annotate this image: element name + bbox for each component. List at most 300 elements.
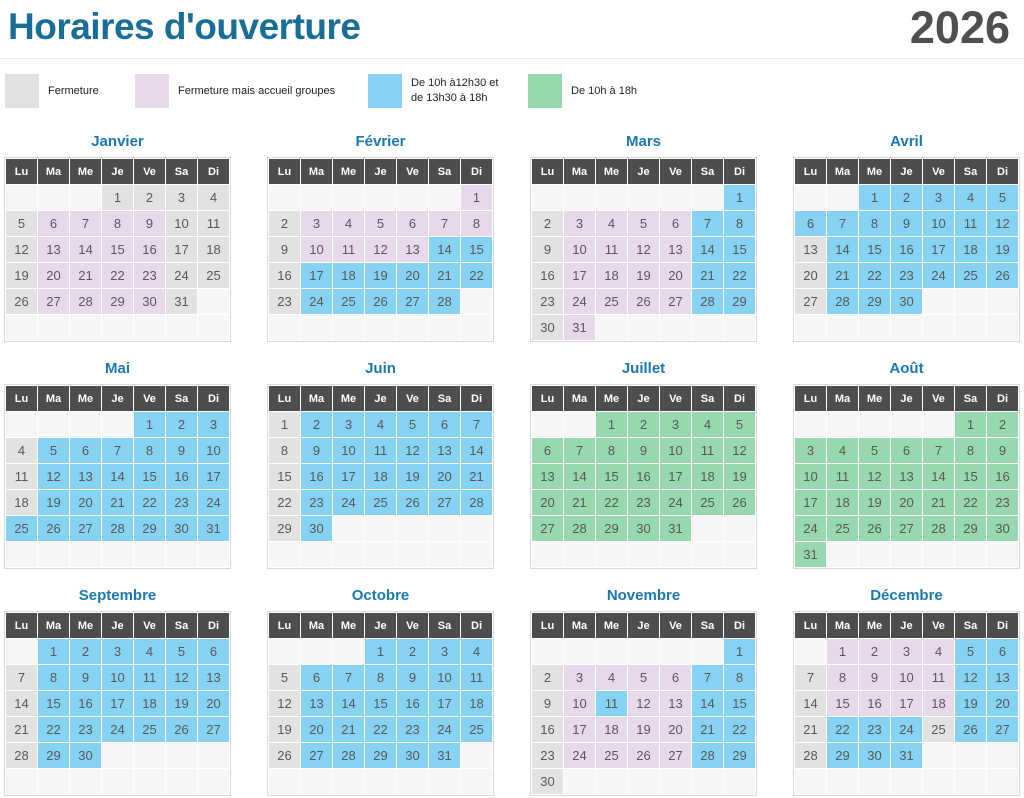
day-cell-groupes: 3	[891, 639, 922, 664]
weekday-header-row	[6, 159, 229, 184]
day-cell-continu: 14	[564, 464, 595, 489]
weekday-header: Me	[596, 613, 627, 638]
day-cell-fermeture: 2	[134, 185, 165, 210]
empty-cell	[102, 769, 133, 794]
week-row	[269, 743, 492, 768]
empty-cell	[660, 639, 691, 664]
week-row	[269, 412, 492, 437]
day-cell-coupure: 27	[397, 289, 428, 314]
day-cell-groupes: 19	[628, 717, 659, 742]
day-cell-coupure: 1	[134, 412, 165, 437]
day-cell-coupure: 24	[198, 490, 229, 515]
day-cell-coupure: 24	[891, 717, 922, 742]
day-cell-coupure: 26	[987, 263, 1018, 288]
day-cell-continu: 5	[724, 412, 755, 437]
day-cell-coupure: 17	[102, 691, 133, 716]
day-cell-fermeture: 29	[269, 516, 300, 541]
empty-cell	[269, 185, 300, 210]
day-cell-coupure: 18	[461, 691, 492, 716]
weekday-header: Ma	[564, 386, 595, 411]
empty-cell	[166, 743, 197, 768]
weekday-header: Je	[365, 159, 396, 184]
month-juin	[267, 360, 494, 569]
day-cell-groupes: 2	[859, 639, 890, 664]
legend-label: De 10h à 18h	[571, 84, 638, 97]
empty-cell	[102, 315, 133, 340]
day-cell-fermeture: 9	[269, 237, 300, 262]
day-cell-fermeture: 9	[532, 691, 563, 716]
week-row	[6, 542, 229, 567]
weekday-header: Je	[102, 159, 133, 184]
day-cell-coupure: 5	[166, 639, 197, 664]
day-cell-continu: 29	[596, 516, 627, 541]
day-cell-fermeture: 28	[795, 743, 826, 768]
empty-cell	[532, 185, 563, 210]
day-cell-continu: 27	[532, 516, 563, 541]
day-cell-coupure: 16	[891, 237, 922, 262]
day-cell-coupure: 24	[429, 717, 460, 742]
legend-label: Fermeture	[48, 84, 99, 97]
weekday-header-row	[269, 159, 492, 184]
weekday-header: Di	[987, 386, 1018, 411]
day-cell-coupure: 15	[38, 691, 69, 716]
day-cell-fermeture: 1	[102, 185, 133, 210]
weekday-header: Sa	[166, 159, 197, 184]
day-cell-coupure: 18	[955, 237, 986, 262]
empty-cell	[987, 315, 1018, 340]
empty-cell	[628, 542, 659, 567]
day-cell-coupure: 30	[397, 743, 428, 768]
day-cell-coupure: 17	[333, 464, 364, 489]
day-cell-fermeture: 31	[166, 289, 197, 314]
day-cell-coupure: 14	[333, 691, 364, 716]
weekday-header: Lu	[532, 386, 563, 411]
empty-cell	[166, 769, 197, 794]
day-cell-coupure: 3	[102, 639, 133, 664]
day-cell-groupes: 8	[102, 211, 133, 236]
empty-cell	[564, 639, 595, 664]
empty-cell	[987, 289, 1018, 314]
day-cell-coupure: 14	[692, 237, 723, 262]
calendar-table	[793, 157, 1020, 342]
day-cell-groupes: 11	[596, 237, 627, 262]
month-avril	[793, 133, 1020, 342]
weekday-header: Ve	[397, 159, 428, 184]
week-row	[532, 542, 755, 567]
day-cell-coupure: 28	[461, 490, 492, 515]
day-cell-coupure: 30	[70, 743, 101, 768]
week-row	[6, 743, 229, 768]
day-cell-coupure: 21	[102, 490, 133, 515]
week-row	[6, 516, 229, 541]
weekday-header-row	[269, 386, 492, 411]
month-title: Juillet	[621, 360, 666, 377]
empty-cell	[628, 185, 659, 210]
empty-cell	[365, 542, 396, 567]
day-cell-continu: 12	[724, 438, 755, 463]
legend-item-fermeture-groupes	[135, 74, 335, 108]
day-cell-fermeture: 23	[532, 289, 563, 314]
day-cell-groupes: 10	[891, 665, 922, 690]
weekday-header: Je	[628, 386, 659, 411]
day-cell-coupure: 23	[891, 263, 922, 288]
day-cell-continu: 1	[596, 412, 627, 437]
legend-label: De 10h à12h30 et de 13h30 à 18h	[411, 77, 499, 104]
day-cell-groupes: 11	[333, 237, 364, 262]
month-title: Janvier	[91, 133, 144, 150]
day-cell-coupure: 25	[134, 717, 165, 742]
empty-cell	[987, 542, 1018, 567]
day-cell-continu: 1	[955, 412, 986, 437]
day-cell-coupure: 14	[692, 691, 723, 716]
day-cell-groupes: 16	[134, 237, 165, 262]
day-cell-coupure: 28	[692, 743, 723, 768]
day-cell-continu: 7	[923, 438, 954, 463]
month-title: Mars	[625, 133, 662, 150]
empty-cell	[461, 769, 492, 794]
day-cell-fermeture: 10	[166, 211, 197, 236]
day-cell-continu: 31	[660, 516, 691, 541]
day-cell-coupure: 28	[333, 743, 364, 768]
empty-cell	[955, 769, 986, 794]
weekday-header: Me	[333, 613, 364, 638]
day-cell-coupure: 13	[70, 464, 101, 489]
page-title: Horaires d'ouverture	[8, 6, 361, 47]
fermeture-swatch	[5, 74, 39, 108]
day-cell-groupes: 30	[134, 289, 165, 314]
day-cell-groupes: 24	[564, 289, 595, 314]
empty-cell	[365, 315, 396, 340]
calendar-table	[530, 384, 757, 569]
day-cell-coupure: 8	[365, 665, 396, 690]
month-juillet	[530, 360, 757, 569]
empty-cell	[134, 743, 165, 768]
day-cell-coupure: 28	[102, 516, 133, 541]
weekday-header: Me	[70, 159, 101, 184]
day-cell-fermeture: 14	[795, 691, 826, 716]
week-row	[795, 542, 1018, 567]
day-cell-coupure: 8	[859, 211, 890, 236]
day-cell-coupure: 15	[134, 464, 165, 489]
day-cell-coupure: 23	[301, 490, 332, 515]
day-cell-coupure: 23	[397, 717, 428, 742]
day-cell-groupes: 14	[70, 237, 101, 262]
day-cell-coupure: 24	[923, 263, 954, 288]
weekday-header-row	[6, 613, 229, 638]
day-cell-groupes: 19	[628, 263, 659, 288]
day-cell-continu: 21	[564, 490, 595, 515]
empty-cell	[660, 769, 691, 794]
day-cell-coupure: 8	[724, 665, 755, 690]
empty-cell	[795, 769, 826, 794]
day-cell-coupure: 7	[692, 211, 723, 236]
week-row	[795, 211, 1018, 236]
day-cell-coupure: 7	[333, 665, 364, 690]
day-cell-coupure: 22	[724, 717, 755, 742]
day-cell-coupure: 31	[891, 743, 922, 768]
empty-cell	[891, 769, 922, 794]
week-row	[532, 516, 755, 541]
empty-cell	[397, 769, 428, 794]
day-cell-groupes: 8	[827, 665, 858, 690]
day-cell-groupes: 24	[564, 743, 595, 768]
day-cell-coupure: 25	[955, 263, 986, 288]
weekday-header: Sa	[955, 386, 986, 411]
weekday-header: Sa	[429, 386, 460, 411]
day-cell-continu: 23	[628, 490, 659, 515]
month-août	[793, 360, 1020, 569]
legend-item-ouvert-continu	[528, 74, 637, 108]
day-cell-groupes: 26	[628, 743, 659, 768]
week-row	[269, 237, 492, 262]
day-cell-coupure: 23	[70, 717, 101, 742]
weekday-header: Je	[628, 613, 659, 638]
week-row	[795, 639, 1018, 664]
calendar-table	[4, 611, 231, 796]
weekday-header: Me	[596, 159, 627, 184]
day-cell-continu: 19	[859, 490, 890, 515]
day-cell-groupes: 17	[891, 691, 922, 716]
empty-cell	[102, 542, 133, 567]
calendar-table	[267, 157, 494, 342]
empty-cell	[891, 315, 922, 340]
day-cell-groupes: 7	[429, 211, 460, 236]
weekday-header: Lu	[532, 159, 563, 184]
day-cell-coupure: 22	[365, 717, 396, 742]
weekday-header: Di	[461, 386, 492, 411]
week-row	[6, 237, 229, 262]
day-cell-coupure: 6	[198, 639, 229, 664]
day-cell-fermeture: 5	[269, 665, 300, 690]
empty-cell	[923, 315, 954, 340]
empty-cell	[660, 315, 691, 340]
day-cell-coupure: 25	[333, 289, 364, 314]
empty-cell	[628, 639, 659, 664]
weekday-header: Je	[628, 159, 659, 184]
day-cell-coupure: 12	[955, 665, 986, 690]
empty-cell	[70, 542, 101, 567]
day-cell-continu: 7	[564, 438, 595, 463]
empty-cell	[70, 185, 101, 210]
empty-cell	[955, 743, 986, 768]
weekday-header: Je	[102, 386, 133, 411]
week-row	[269, 438, 492, 463]
day-cell-continu: 11	[692, 438, 723, 463]
day-cell-coupure: 15	[859, 237, 890, 262]
day-cell-continu: 20	[532, 490, 563, 515]
week-row	[269, 542, 492, 567]
empty-cell	[333, 769, 364, 794]
empty-cell	[198, 289, 229, 314]
week-row	[269, 490, 492, 515]
day-cell-continu: 30	[628, 516, 659, 541]
day-cell-groupes: 5	[628, 211, 659, 236]
day-cell-continu: 20	[891, 490, 922, 515]
empty-cell	[564, 185, 595, 210]
week-row	[795, 490, 1018, 515]
empty-cell	[6, 315, 37, 340]
day-cell-continu: 15	[596, 464, 627, 489]
day-cell-groupes: 27	[38, 289, 69, 314]
day-cell-continu: 31	[795, 542, 826, 567]
day-cell-continu: 23	[987, 490, 1018, 515]
empty-cell	[724, 516, 755, 541]
empty-cell	[827, 542, 858, 567]
week-row	[6, 769, 229, 794]
day-cell-coupure: 16	[166, 464, 197, 489]
day-cell-coupure: 9	[397, 665, 428, 690]
day-cell-coupure: 14	[461, 438, 492, 463]
day-cell-coupure: 10	[102, 665, 133, 690]
day-cell-coupure: 17	[301, 263, 332, 288]
day-cell-continu: 28	[564, 516, 595, 541]
day-cell-fermeture: 5	[6, 211, 37, 236]
weekday-header: Lu	[795, 386, 826, 411]
week-row	[6, 289, 229, 314]
week-row	[795, 438, 1018, 463]
day-cell-groupes: 20	[660, 717, 691, 742]
weekday-header: Lu	[6, 159, 37, 184]
day-cell-groupes: 9	[859, 665, 890, 690]
empty-cell	[923, 289, 954, 314]
week-row	[269, 665, 492, 690]
month-octobre	[267, 587, 494, 796]
day-cell-continu: 13	[891, 464, 922, 489]
day-cell-fermeture: 9	[532, 237, 563, 262]
day-cell-continu: 14	[923, 464, 954, 489]
empty-cell	[827, 412, 858, 437]
weekday-header-row	[6, 386, 229, 411]
empty-cell	[795, 412, 826, 437]
day-cell-coupure: 7	[692, 665, 723, 690]
weekday-header: Ve	[923, 386, 954, 411]
day-cell-coupure: 7	[827, 211, 858, 236]
empty-cell	[461, 315, 492, 340]
week-row	[6, 211, 229, 236]
day-cell-coupure: 5	[955, 639, 986, 664]
day-cell-coupure: 22	[859, 263, 890, 288]
day-cell-fermeture: 3	[166, 185, 197, 210]
day-cell-fermeture: 11	[6, 464, 37, 489]
day-cell-groupes: 15	[102, 237, 133, 262]
empty-cell	[692, 542, 723, 567]
day-cell-coupure: 9	[70, 665, 101, 690]
week-row	[532, 743, 755, 768]
weekday-header: Me	[70, 613, 101, 638]
day-cell-coupure: 30	[859, 743, 890, 768]
empty-cell	[301, 542, 332, 567]
day-cell-coupure: 4	[365, 412, 396, 437]
day-cell-continu: 24	[660, 490, 691, 515]
day-cell-coupure: 29	[724, 289, 755, 314]
day-cell-groupes: 3	[301, 211, 332, 236]
day-cell-groupes: 28	[70, 289, 101, 314]
week-row	[532, 438, 755, 463]
day-cell-fermeture: 18	[6, 490, 37, 515]
day-cell-coupure: 4	[955, 185, 986, 210]
week-row	[795, 516, 1018, 541]
day-cell-coupure: 20	[987, 691, 1018, 716]
day-cell-coupure: 2	[397, 639, 428, 664]
weekday-header: Lu	[269, 386, 300, 411]
empty-cell	[596, 639, 627, 664]
day-cell-continu: 29	[955, 516, 986, 541]
day-cell-continu: 2	[628, 412, 659, 437]
day-cell-coupure: 30	[301, 516, 332, 541]
day-cell-groupes: 20	[660, 263, 691, 288]
week-row	[795, 665, 1018, 690]
day-cell-fermeture: 17	[166, 237, 197, 262]
day-cell-coupure: 3	[429, 639, 460, 664]
day-cell-groupes: 26	[628, 289, 659, 314]
week-row	[795, 464, 1018, 489]
weekday-header-row	[269, 613, 492, 638]
week-row	[532, 315, 755, 340]
weekday-header: Lu	[269, 613, 300, 638]
empty-cell	[198, 769, 229, 794]
empty-cell	[333, 315, 364, 340]
week-row	[532, 490, 755, 515]
day-cell-continu: 26	[724, 490, 755, 515]
day-cell-groupes: 13	[397, 237, 428, 262]
week-row	[6, 717, 229, 742]
day-cell-groupes: 6	[660, 211, 691, 236]
day-cell-groupes: 4	[596, 665, 627, 690]
day-cell-continu: 28	[923, 516, 954, 541]
weekday-header: Di	[724, 386, 755, 411]
week-row	[6, 263, 229, 288]
day-cell-groupes: 27	[660, 743, 691, 768]
day-cell-coupure: 1	[859, 185, 890, 210]
week-row	[269, 639, 492, 664]
empty-cell	[596, 315, 627, 340]
day-cell-coupure: 9	[891, 211, 922, 236]
day-cell-continu: 2	[987, 412, 1018, 437]
day-cell-coupure: 1	[724, 185, 755, 210]
day-cell-coupure: 27	[198, 717, 229, 742]
empty-cell	[955, 542, 986, 567]
day-cell-fermeture: 16	[532, 717, 563, 742]
header	[0, 0, 1024, 59]
day-cell-coupure: 2	[301, 412, 332, 437]
day-cell-fermeture: 30	[532, 315, 563, 340]
fermeture-groupes-swatch	[135, 74, 169, 108]
day-cell-coupure: 14	[827, 237, 858, 262]
weekday-header: Sa	[692, 159, 723, 184]
weekday-header: Di	[461, 159, 492, 184]
week-row	[269, 289, 492, 314]
weekday-header: Ve	[397, 613, 428, 638]
day-cell-coupure: 29	[827, 743, 858, 768]
empty-cell	[827, 315, 858, 340]
calendar-table	[267, 611, 494, 796]
weekday-header: Sa	[166, 613, 197, 638]
empty-cell	[198, 542, 229, 567]
day-cell-coupure: 10	[429, 665, 460, 690]
empty-cell	[198, 743, 229, 768]
day-cell-coupure: 25	[461, 717, 492, 742]
week-row	[6, 691, 229, 716]
week-row	[6, 185, 229, 210]
day-cell-coupure: 21	[429, 263, 460, 288]
day-cell-coupure: 12	[166, 665, 197, 690]
empty-cell	[564, 412, 595, 437]
day-cell-coupure: 6	[429, 412, 460, 437]
empty-cell	[166, 315, 197, 340]
day-cell-coupure: 2	[70, 639, 101, 664]
day-cell-coupure: 8	[38, 665, 69, 690]
week-row	[795, 412, 1018, 437]
